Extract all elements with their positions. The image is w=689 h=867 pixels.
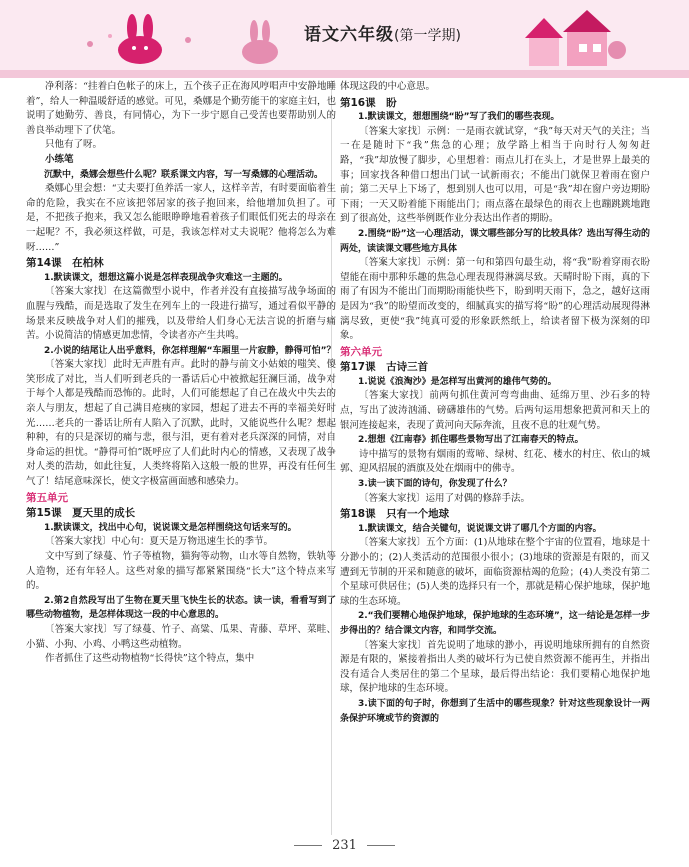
answer: 〔答案大家找〕示例：一是雨衣就试穿，“我”每天对天气的关注；当一在是随时下“我”焦急的心理；放学路上相当于向时行人匆匆赶路，“我”却放慢了脚步，心里想着：雨点儿打在头上，才是世界上最美的事；回家找各种借口想出门试一试新雨衣；不能出门就保卫着雨在窗户前；第二天早上下场了，想到别人也可以用，可是“我”却在窗户旁边期盼下雨；一天又盼着能下雨能出门；雨点落在最绿色的雨衣上也蹦跳跳地跑到了很高处，这些举例既作业分表达出作者的期盼。: [340, 125, 650, 225]
answer: 〔答案大家找〕前两句抓住黄河弯弯曲曲、延绵万里、沙石多的特点，写出了波涛汹涌、磅礴雄伟的气势。后两句运用想象把黄河和天上的银河连接起来，表现了黄河向天际奔流，且夜不息的壮观气势。: [340, 390, 650, 431]
left-column: [26, 80, 336, 840]
house-decoration-icon: [519, 6, 629, 72]
bunny-decoration-right-icon: [230, 14, 290, 70]
question: 1.说说《浪淘沙》是怎样写出黄河的雄伟气势的。: [358, 376, 557, 387]
page-number: 231: [332, 838, 357, 853]
practice-title: 小练笔: [45, 153, 74, 165]
question: 2.第2自然段写出了生物在夏天里飞快生长的状态。读一读，看看写到了哪些动物植物，是怎样体现这一段的中心意思的。: [26, 595, 336, 621]
answer: 文中写到了绿蔓、竹子等植物，猫狗等动物，山水等自然物，铁轨等人造物，还有年轻人。这些对象的描写都紧紧围绕“长大”这个特点来写的。: [26, 551, 336, 592]
answer: 〔答案大家找〕此时无声胜有声。此时的静与前文小姑娘的嗤笑、傻笑形成了对比，当人们听到老兵的一番话后心中被掀起狂澜巨涌，战争对于每个人都是残酷而恐怖的。此时，人们可能想起了自己在战火中失去的亲人与朋友，想起了自己满目疮痍的家园，想起了进去不再的幸福美好时光……老兵的一番话让所有人陷入了沉默，此时，又能说些什么呢？想起种种，有的只是深切的痛与悲，很与泪，更有着对老兵深深的同情，对自身命运的担忧。“静得可怕”既呼应了人们此时内心的情感，又表现了战争对人类的浩劫，如此往复，人类终将陷入这般一般的世界，再没有任何生气了！结尾意味深长，使文字极富画面感和感染力。: [26, 359, 336, 488]
paragraph: 体现这段的中心意思。: [340, 81, 436, 92]
footer-dash: [294, 845, 322, 846]
question: 3.读下面的句子时，你想到了生活中的哪些现象？针对这些现象设计一两条保护环境或节约资源的: [340, 698, 650, 724]
answer: 〔答案大家找〕运用了对偶的修辞手法。: [359, 492, 531, 504]
lesson-title: 第16课 盼: [340, 96, 397, 109]
answer: 〔答案大家找〕中心句：夏天是万物迅速生长的季节。: [45, 536, 274, 548]
answer: 桑娜心里会想：“丈夫要打鱼养活一家人，这样辛苦，有时要面临着生命的危险，我实在不应该把邻居家的孩子抱回来，给他增加负担了。可是，不把孩子抱来，我又怎么能眼睁睁地看着孩子们眼低们死去的母亲在一起呢？不，我必须这样做，可是，我该怎样对丈夫说呢？他将怎么为难呀……”: [26, 183, 336, 253]
question: 2.围绕“盼”这一心理活动，课文哪些部分写的比较具体？选出写得生动的两处，读读课文哪些地方具体: [340, 228, 650, 254]
answer: 作者抓住了这些动物植物“长得快”这个特点，集中: [45, 653, 255, 665]
lesson-title: 第18课 只有一个地球: [340, 508, 450, 521]
answer: 〔答案大家找〕在这篇微型小说中，作者并没有直接描写战争场面的血腥与残酷，而是选取了发生在列车上的一段进行描写，通过看似平静的场景来反映战争对人们的摧残，以及带给人们身心无法言说的折磨与痛苦。小说简洁的情感更加悲情，令读者亦产生共鸣。: [26, 286, 336, 342]
answer: 〔答案大家找〕首先说明了地球的渺小，再说明地球所拥有的自然资源是有限的，紧接着指出人类的破坏行为已使自然资源不能再生，并指出没有适合人类居住的第二个星球，最后得出结论：我们要精心地保护地球，保护地球的生态环境。: [340, 639, 650, 695]
paragraph: 只他有了呀。: [45, 139, 103, 151]
question: 2.想想《江南春》抓住哪些景物写出了江南春天的特点。: [358, 435, 584, 446]
unit-title: 第五单元: [26, 491, 68, 504]
question: 1.默读课文，想想围绕“盼”写了我们的哪些表现。: [358, 112, 560, 123]
question: 2.“我们要精心地保护地球，保护地球的生态环境”，这一结论是怎样一步步得出的？结合课文内容，和同学交流。: [340, 611, 650, 636]
lesson-title: 第14课 在柏林: [26, 257, 104, 270]
question: 1.默读课文，找出中心句，说说课文是怎样围绕这句话来写的。: [44, 522, 297, 533]
page-header: [0, 0, 689, 78]
question: 2.小说的结尾让人出乎意料，你怎样理解“车厢里一片寂静，静得可怕”？: [44, 345, 336, 356]
footer-dash: [367, 845, 395, 846]
question: 沉默中，桑娜会想些什么呢？联系课文内容，写一写桑娜的心理活动。: [44, 169, 324, 180]
answer: 〔答案大家找〕写了绿蔓、竹子、高粱、瓜果、青藤、草坪、菜畦、小猫、小狗、小鸡、小鸭这些动植物。: [26, 623, 336, 650]
paragraph: 净利落：“挂着白色帐子的床上，五个孩子正在海风哼唱声中安静地睡着”，给人一种温暖舒适的感觉。可见，桑娜是个勤劳能干的家庭主妇，也说明了她勤劳、善良，有同情心，为下一步宁愿自己受苦也要帮助别人的善良举动埋下了伏笔。: [26, 81, 336, 136]
question: 1.默读课文，结合关键句，说说课文讲了哪几个方面的内容。: [358, 523, 602, 534]
lesson-title: 第15课 夏天里的成长: [26, 507, 136, 520]
book-title: 语文六年级(第一学期): [304, 25, 461, 45]
answer: 〔答案大家找〕五个方面：(1)从地球在整个宇宙的位置看，地球是十分渺小的；(2)人类活动的范围很小很小；(3)地球的资源是有限的，而又遭到无节制的开采和随意的破坏，面临资源枯竭的危险；(4)人类没有第二个星球可供居住；(5)人类的选择只有一个，那就是精心保护地球，保护地球的生态环境。: [340, 537, 650, 607]
question: 3.读一读下面的诗句，你发现了什么？: [358, 479, 512, 490]
page-footer: [0, 838, 689, 860]
content-columns: [0, 80, 689, 840]
question: 1.默读课文，想想这篇小说是怎样表现战争灾难这一主题的。: [44, 272, 288, 283]
right-column: [340, 80, 650, 840]
lesson-title: 第17课 古诗三首: [340, 361, 429, 374]
bunny-decoration-icon: [70, 14, 210, 70]
unit-title: 第六单元: [340, 345, 382, 358]
answer: 〔答案大家找〕示例：第一句和第四句最生动，将“我”盼着穿雨衣盼望能在雨中那种乐趣的焦急心理表现得淋漓尽致。天晴时盼下雨，真的下雨了有因为不能出门而期盼雨能快些下，盼到明天雨下，急之，越好这雨是因为“我”的盼望而改变的，细腻真实的描写将“盼”的心理活动展现得淋漓尽致，更使“我”纯真可爱的形象跃然纸上，给读者留下极为深刻的印象。: [340, 257, 650, 342]
answer: 诗中描写的景物有烟雨的莺啼、绿树、红花、楼水的村庄、依山的城郭、迎风招展的酒旗及处在烟雨中的佛寺。: [340, 448, 650, 475]
